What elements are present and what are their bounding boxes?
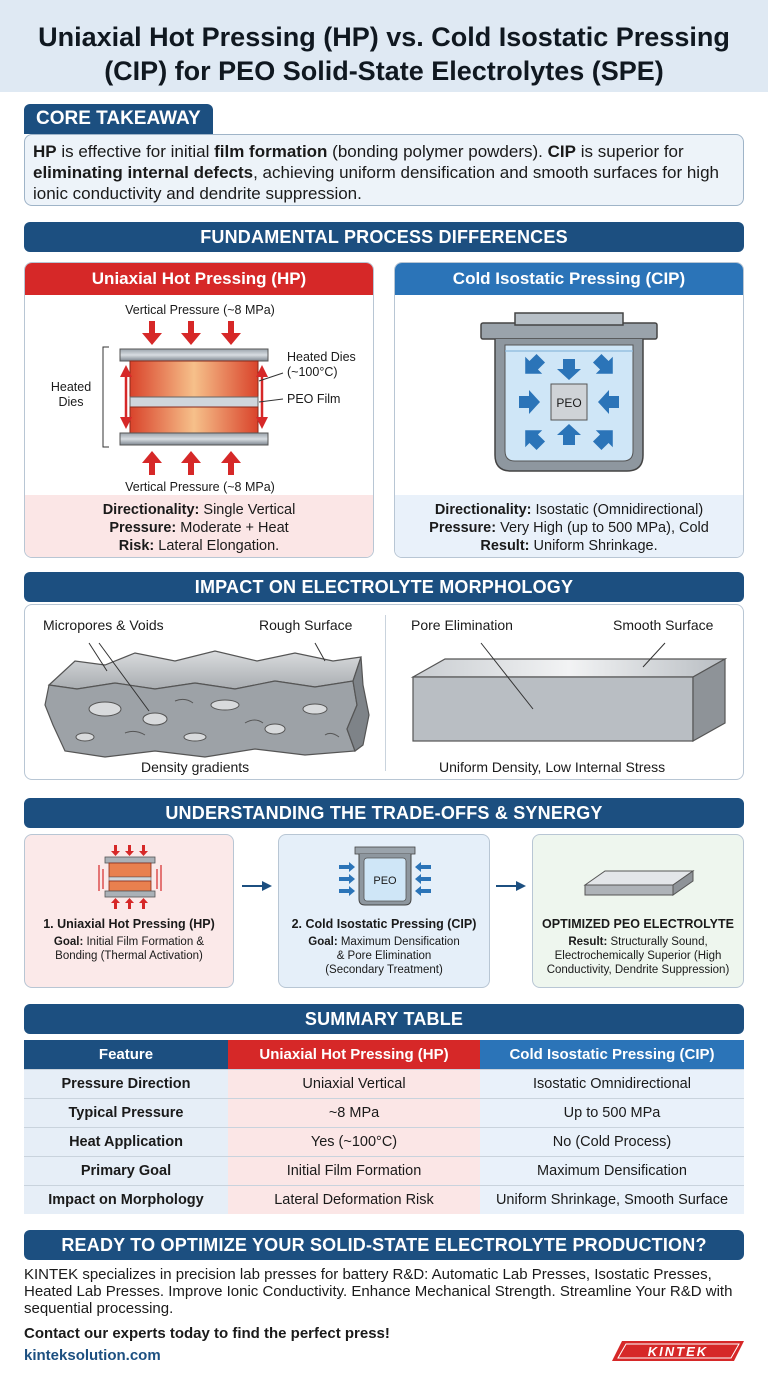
cip-vessel-icon — [279, 839, 491, 919]
table-row — [24, 1156, 744, 1185]
cta-description: KINTEK specializes in precision lab presses for battery R&D: Automatic Lab Presses, Isostatic Presses, Heated Lab Presses. Improve Ionic Conductivity. Enhance Mechanical Strength. Streamline Your R&D with sequential processing. — [24, 1266, 733, 1317]
core-takeaway-tab: CORE TAKEAWAY — [24, 104, 213, 134]
hp-panel-header: Uniaxial Hot Pressing (HP) — [25, 263, 373, 295]
core-takeaway-text — [33, 141, 739, 204]
table-cell-hp: Yes (~100°C) — [228, 1127, 480, 1156]
step-cip-desc-2: & Pore Elimination — [336, 950, 432, 962]
step-hp-desc-2: Bonding (Thermal Activation) — [55, 950, 203, 962]
table-cell-feature: Primary Goal — [24, 1156, 228, 1185]
table-cell-cip: Up to 500 MPa — [480, 1098, 744, 1127]
table-header-hp: Uniaxial Hot Pressing (HP) — [228, 1040, 480, 1069]
up-arrow-icon — [142, 451, 241, 475]
table-cell-feature: Impact on Morphology — [24, 1185, 228, 1214]
cip-panel — [394, 262, 744, 558]
core-takeaway-box — [24, 134, 744, 206]
cip-pres-label: Pressure: — [429, 520, 497, 536]
rough-slab-front — [45, 681, 357, 757]
hp-risk-label: Risk: — [118, 538, 155, 554]
smooth-slab-front — [413, 677, 693, 741]
micropores-label: Micropores & Voids — [43, 617, 164, 633]
smooth-surface-label: Smooth Surface — [613, 617, 714, 633]
section-tradeoffs: UNDERSTANDING THE TRADE-OFFS & SYNERGY — [24, 798, 744, 828]
top-heated-die — [130, 361, 258, 397]
takeaway-seg: (bonding polymer powders). — [327, 142, 548, 161]
peo-sample-label: PEO — [556, 396, 582, 410]
step-cip-icon-label: PEO — [373, 875, 397, 887]
table-header-feature: Feature — [24, 1040, 228, 1069]
table-cell-feature: Heat Application — [24, 1127, 228, 1156]
step-optimized-desc — [537, 935, 739, 977]
hp-press-icon — [25, 839, 235, 919]
step-optimized — [532, 834, 744, 988]
table-header-row — [24, 1040, 744, 1069]
cip-pressure — [395, 519, 743, 537]
hp-directionality — [25, 501, 373, 519]
optimized-slab-icon — [533, 839, 745, 919]
bottom-plate — [120, 433, 268, 445]
peo-film-label: PEO Film — [287, 392, 341, 406]
table-cell-hp: Lateral Deformation Risk — [228, 1185, 480, 1214]
takeaway-seg: , achieving uniform densification and smooth surfaces for high ionic conductivity and dendrite suppression. — [33, 163, 719, 203]
heated-dies-left-label: Heated — [50, 380, 92, 394]
hp-pres-value: Moderate + Heat — [176, 520, 289, 536]
takeaway-seg: is superior for — [575, 142, 684, 161]
cip-result — [395, 537, 743, 555]
hp-risk — [25, 537, 373, 555]
cip-panel-header: Cold Isostatic Pressing (CIP) — [395, 263, 743, 295]
cip-directionality — [395, 501, 743, 519]
pore-elimination-label: Pore Elimination — [411, 617, 513, 633]
takeaway-hp: HP — [33, 142, 57, 161]
section-process-differences: FUNDAMENTAL PROCESS DIFFERENCES — [24, 222, 744, 252]
section-morphology: IMPACT ON ELECTROLYTE MORPHOLOGY — [24, 572, 744, 602]
hp-risk-value: Lateral Elongation. — [154, 538, 280, 554]
hp-panel-footer — [25, 495, 373, 557]
step-optimized-desc-label: Result: — [568, 936, 608, 948]
step-hp — [24, 834, 234, 988]
step-hp-desc-label: Goal: — [53, 936, 84, 948]
step-optimized-title: OPTIMIZED PEO ELECTROLYTE — [542, 917, 734, 931]
rough-surface-label: Rough Surface — [259, 617, 353, 633]
step-cip-desc-label: Goal: — [308, 936, 338, 948]
table-cell-hp: ~8 MPa — [228, 1098, 480, 1127]
morphology-panel — [24, 604, 744, 780]
page-title-line-1: Uniaxial Hot Pressing (HP) vs. Cold Isostatic Pressing — [38, 22, 730, 52]
hp-dir-value: Single Vertical — [199, 502, 296, 518]
cip-pres-value: Very High (up to 500 MPa), Cold — [496, 520, 709, 536]
smooth-slab-top — [413, 659, 725, 677]
step-hp-desc — [29, 935, 229, 963]
vessel-lid-top — [515, 313, 623, 325]
section-cta: READY TO OPTIMIZE YOUR SOLID-STATE ELECTROLYTE PRODUCTION? — [24, 1230, 744, 1260]
heated-dies-right-label: Heated Dies — [287, 350, 356, 364]
table-header-cip: Cold Isostatic Pressing (CIP) — [480, 1040, 744, 1069]
takeaway-cip: CIP — [547, 142, 576, 161]
takeaway-film-formation: film formation — [214, 142, 328, 161]
takeaway-eliminating-defects: eliminating internal defects — [33, 163, 254, 182]
page-title-line-2: (CIP) for PEO Solid-State Electrolytes (SPE) — [104, 56, 664, 86]
kintek-logo — [612, 1340, 744, 1362]
hp-dir-label: Directionality: — [102, 502, 200, 518]
hp-top-pressure-label: Vertical Pressure (~8 MPa) — [125, 303, 275, 317]
summary-table — [24, 1040, 744, 1214]
cip-dir-value: Isostatic (Omnidirectional) — [531, 502, 704, 518]
cip-vessel-diagram — [395, 295, 744, 495]
cip-res-label: Result: — [480, 538, 530, 554]
section-summary: SUMMARY TABLE — [24, 1004, 744, 1034]
table-row — [24, 1069, 744, 1098]
table-cell-cip: Isostatic Omnidirectional — [480, 1069, 744, 1098]
table-row — [24, 1185, 744, 1214]
kintek-logo-text: KINTEK — [647, 1344, 709, 1359]
hp-pressure — [25, 519, 373, 537]
density-gradients-label: Density gradients — [141, 759, 250, 775]
step-hp-title: 1. Uniaxial Hot Pressing (HP) — [43, 917, 215, 931]
table-cell-feature: Pressure Direction — [24, 1069, 228, 1098]
hp-pres-label: Pressure: — [109, 520, 177, 536]
table-cell-cip: No (Cold Process) — [480, 1127, 744, 1156]
top-plate — [120, 349, 268, 361]
rough-slab-top — [49, 651, 361, 689]
takeaway-seg: is effective for initial — [56, 142, 215, 161]
step-cip-desc — [283, 935, 485, 977]
page-title — [10, 20, 758, 88]
uniform-density-label: Uniform Density, Low Internal Stress — [439, 759, 666, 775]
heated-dies-left-label: Dies — [58, 395, 84, 409]
heated-dies-temp-label: (~100°C) — [287, 365, 338, 379]
table-cell-feature: Typical Pressure — [24, 1098, 228, 1127]
hp-press-diagram — [25, 295, 374, 495]
step-cip-desc-1: Maximum Densification — [337, 936, 460, 948]
cta-contact: Contact our experts today to find the perfect press! — [24, 1325, 390, 1342]
table-cell-hp: Initial Film Formation — [228, 1156, 480, 1185]
table-cell-hp: Uniaxial Vertical — [228, 1069, 480, 1098]
peo-film — [130, 397, 258, 407]
step-cip — [278, 834, 490, 988]
step-hp-desc-1: Initial Film Formation & — [83, 936, 205, 948]
step-optimized-desc-1: Structurally Sound, — [607, 936, 708, 948]
table-cell-cip: Uniform Shrinkage, Smooth Surface — [480, 1185, 744, 1214]
website-link[interactable]: kinteksolution.com — [24, 1347, 161, 1364]
cip-dir-label: Directionality: — [434, 502, 532, 518]
cip-res-value: Uniform Shrinkage. — [529, 538, 658, 554]
bottom-heated-die — [130, 407, 258, 433]
table-row — [24, 1098, 744, 1127]
step-optimized-desc-2: Electrochemically Superior (High — [554, 950, 722, 962]
step-cip-desc-3: (Secondary Treatment) — [325, 964, 443, 976]
cip-panel-footer — [395, 495, 743, 557]
hp-panel — [24, 262, 374, 558]
arrow-right-icon — [496, 880, 526, 892]
down-arrow-icon — [142, 321, 241, 345]
hp-bottom-pressure-label: Vertical Pressure (~8 MPa) — [125, 480, 275, 494]
arrow-right-icon — [242, 880, 272, 892]
heated-dies-bracket — [103, 347, 109, 447]
table-row — [24, 1127, 744, 1156]
step-optimized-desc-3: Conductivity, Dendrite Suppression) — [546, 964, 730, 976]
table-cell-cip: Maximum Densification — [480, 1156, 744, 1185]
step-cip-title: 2. Cold Isostatic Pressing (CIP) — [291, 917, 477, 931]
